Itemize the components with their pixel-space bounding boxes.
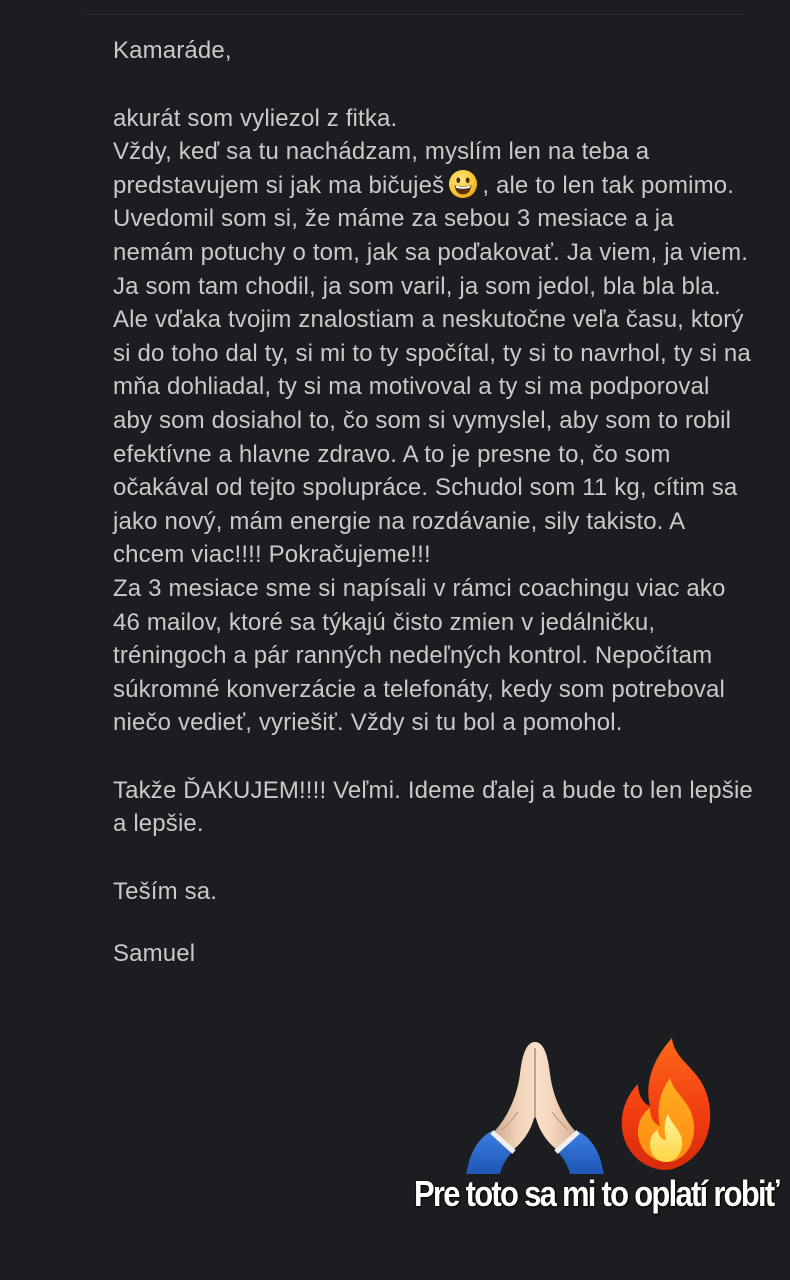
overlay-caption: Pre toto sa mi to oplatí robiť	[414, 1173, 779, 1214]
grinning-face-icon	[448, 169, 478, 199]
closing: Teším sa.	[113, 878, 218, 906]
signature: Samuel	[113, 939, 196, 967]
fire-icon	[614, 1034, 726, 1172]
top-divider	[84, 14, 746, 15]
praying-hands-icon	[462, 1034, 608, 1174]
paragraph-gratitude: Uvedomil som si, že máme za sebou 3 mesiace a ja nemám potuchy o tom, jak sa poďakovať. Ja viem, ja viem. Ja som tam chodil, ja som varil, ja som jedol, bla bla bla. Ale vďaka tvojim znalostiam a neskutočne veľa času, ktorý si do toho dal ty, si mi to ty spočítal, ty si to navrhol, ty si na mňa dohliadal, ty si ma motivoval a ty si ma podporoval aby som dosiahol to, čo som si vymyslel, aby som to robil efektívne a hlavne zdravo. A to je presne to, čo som očakával od tejto spolupráce. Schudol som 11 kg, cítim sa jako nový, mám energie na rozdávanie, sily takisto. A chcem viac!!!! Pokračujeme!!!	[113, 205, 751, 569]
paragraph-whip-text: Vždy, keď sa tu nachádzam, myslím len na teba a predstavujem si jak ma bičuješ	[113, 138, 650, 199]
paragraph-whip-end: , ale to len tak pomimo.	[482, 171, 735, 199]
greeting: Kamaráde,	[113, 37, 232, 64]
email-body	[113, 34, 753, 970]
paragraph-thanks: Takže ĎAKUJEM!!!! Veľmi. Ideme ďalej a bude to len lepšie a lepšie.	[113, 776, 753, 838]
paragraph-gym: akurát som vyliezol z fitka.	[113, 104, 398, 132]
paragraph-whip	[113, 135, 753, 202]
paragraph-emails: Za 3 mesiace sme si napísali v rámci coachingu viac ako 46 mailov, ktoré sa týkajú čisto zmien v jedálničku, tréningoch a pár ranných nedeľných kontrol. Nepočítam súkromné konverzácie a telefonáty, kedy som potreboval niečo vedieť, vyriešiť. Vždy si tu bol a pomohol.	[113, 574, 726, 737]
